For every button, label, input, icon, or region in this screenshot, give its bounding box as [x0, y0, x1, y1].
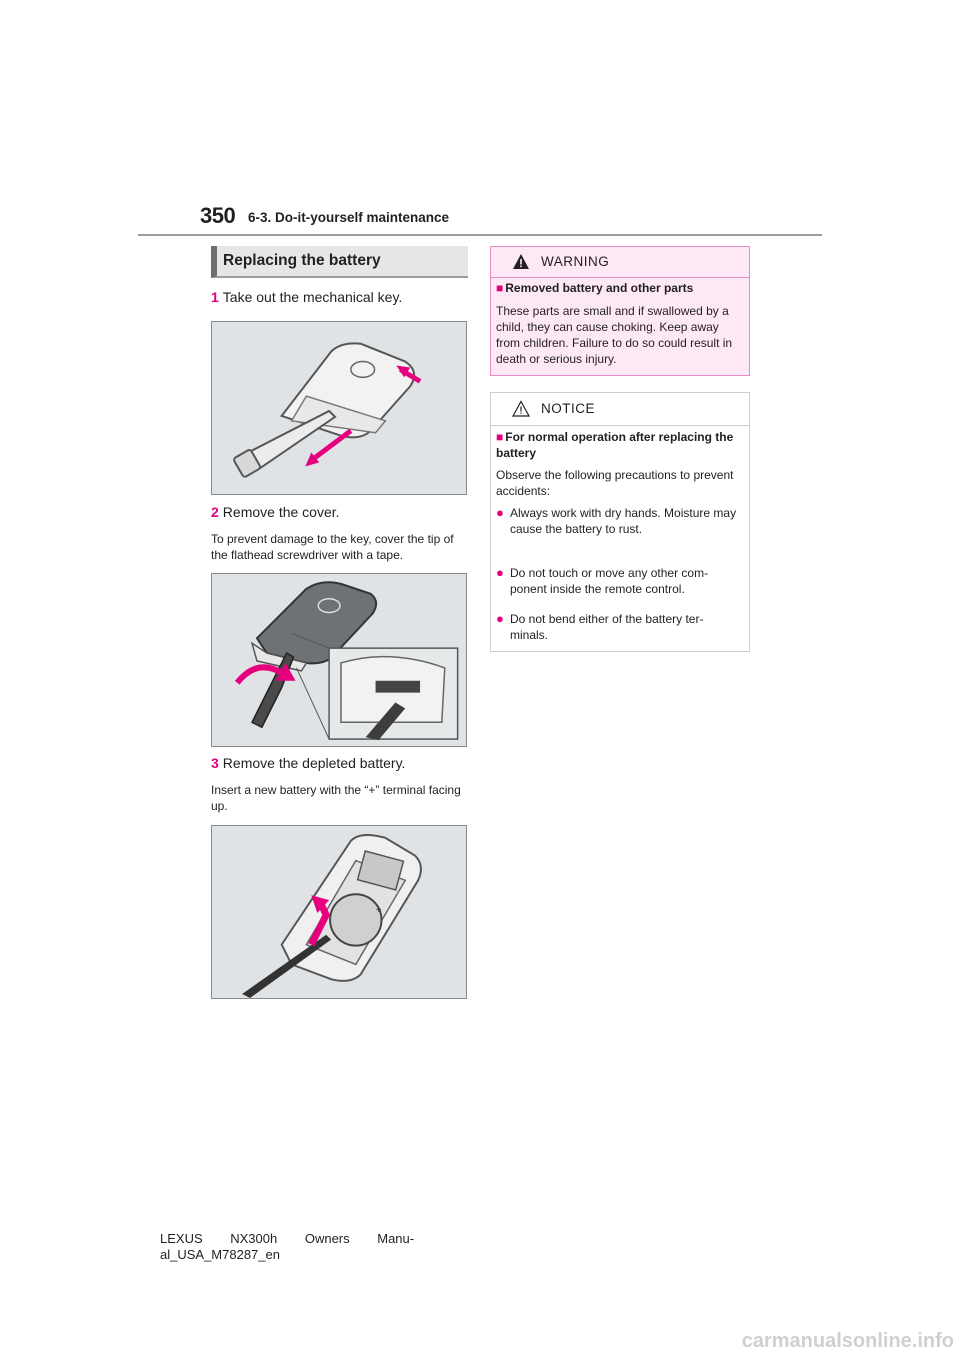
step-text: Remove the cover. — [222, 504, 340, 520]
bullet-dot-icon: ● — [496, 611, 504, 626]
cover-removal-illustration — [212, 574, 466, 746]
notice-label: NOTICE — [541, 401, 596, 416]
figure-remove-battery — [211, 825, 467, 999]
bullet-dot-icon: ● — [496, 505, 504, 520]
notice-title: ■ For normal operation after replacing the battery — [496, 430, 734, 460]
notice-bullet: ● Do not touch or move any other com- ponent inside the remote control. — [496, 565, 709, 596]
warning-label: WARNING — [541, 254, 610, 269]
step-number: 2 — [211, 504, 219, 520]
figure-take-out-key — [211, 321, 467, 495]
step-number: 1 — [211, 289, 219, 305]
step-text: Take out the mechanical key. — [222, 289, 403, 305]
notice-header — [491, 393, 749, 426]
battery-removal-illustration — [212, 826, 466, 998]
notice-bullet: ● Do not bend either of the battery ter- minals. — [496, 611, 704, 642]
step-number: 3 — [211, 755, 219, 771]
section-title: 6-3. Do-it-yourself maintenance — [248, 210, 450, 225]
step-1 — [211, 288, 402, 306]
page-number: 350 — [200, 203, 236, 228]
notice-intro: Observe the following precautions to prevent accidents: — [496, 468, 734, 498]
header-rule — [138, 234, 822, 236]
section-heading: Replacing the battery — [211, 246, 468, 278]
bullet-dot-icon: ● — [496, 565, 504, 580]
warning-body: These parts are small and if swallowed by a child, they can cause choking. Keep away from children. Failure to do so could result in death or serious injury. — [496, 304, 733, 366]
step-2-note: To prevent damage to the key, cover the tip of the flathead screwdriver with a tape. — [211, 532, 454, 562]
step-text: Remove the depleted battery. — [222, 755, 406, 771]
footer-manual-code: al_USA_M78287_en — [160, 1247, 280, 1262]
square-bullet-icon: ■ — [496, 281, 504, 295]
warning-header — [491, 247, 749, 278]
svg-text:+: + — [375, 904, 382, 916]
notice-box — [490, 392, 750, 652]
step-2 — [211, 503, 340, 521]
key-fob-illustration — [212, 322, 466, 494]
warning-triangle-icon — [512, 253, 530, 270]
square-bullet-icon: ■ — [496, 430, 504, 444]
warning-title: ■ Removed battery and other parts — [496, 281, 694, 295]
step-3-note: Insert a new battery with the “+” terminal facing up. — [211, 783, 461, 813]
step-3 — [211, 754, 405, 772]
warning-box — [490, 246, 750, 376]
figure-remove-cover — [211, 573, 467, 747]
footer-manual-title: LEXUS NX300h Owners Manu- — [160, 1231, 415, 1246]
notice-triangle-icon — [512, 400, 530, 417]
notice-bullet: ● Always work with dry hands. Moisture may cause the battery to rust. — [496, 505, 737, 536]
watermark: carmanualsonline.info — [741, 1330, 954, 1352]
